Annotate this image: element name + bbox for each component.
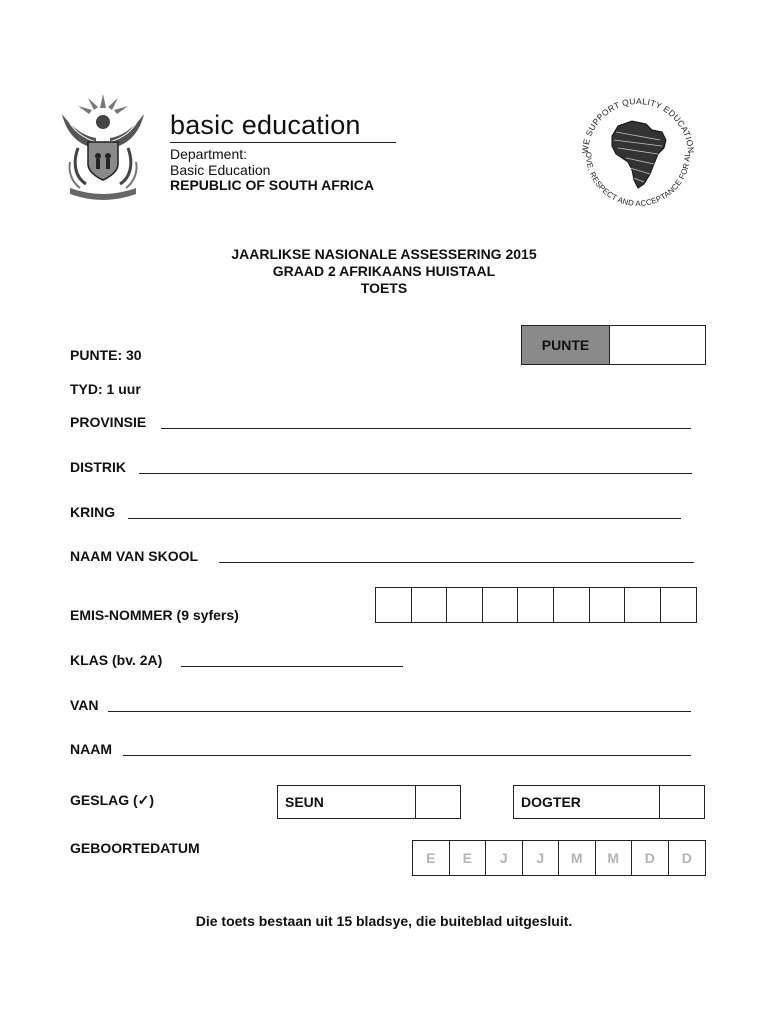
emis-digit-box[interactable] bbox=[518, 588, 554, 622]
dob-box-month[interactable]: M bbox=[596, 841, 633, 875]
distrik-input-line[interactable] bbox=[139, 473, 692, 474]
brand-rule bbox=[170, 142, 396, 143]
score-box-entry[interactable] bbox=[610, 326, 705, 364]
klas-input-line[interactable] bbox=[181, 666, 403, 667]
coat-of-arms-icon bbox=[56, 92, 150, 202]
naam-label: NAAM bbox=[70, 741, 112, 757]
naam-input-line[interactable] bbox=[123, 755, 691, 756]
footer-note: Die toets bestaan uit 15 bladsye, die buiteblad uitgesluit. bbox=[195, 913, 573, 929]
van-label: VAN bbox=[70, 697, 99, 713]
emis-digit-box[interactable] bbox=[625, 588, 661, 622]
dob-box-year[interactable]: J bbox=[486, 841, 523, 875]
seal-text-top: WE SUPPORT QUALITY EDUCATION bbox=[579, 95, 697, 154]
title-line-2: GRAAD 2 AFRIKAANS HUISTAAL bbox=[272, 263, 496, 279]
naam-van-skool-input-line[interactable] bbox=[219, 562, 694, 563]
emis-digit-box[interactable] bbox=[483, 588, 519, 622]
department-line-1: Department: bbox=[170, 146, 248, 162]
department-block bbox=[170, 147, 374, 194]
dob-box-year[interactable]: E bbox=[450, 841, 487, 875]
score-box-label: PUNTE bbox=[522, 326, 610, 364]
date-of-birth-boxes bbox=[412, 840, 706, 876]
title-line-1: JAARLIKSE NASIONALE ASSESSERING 2015 bbox=[231, 246, 537, 262]
emis-digit-box[interactable] bbox=[447, 588, 483, 622]
time-allowed: TYD: 1 uur bbox=[70, 381, 141, 397]
klas-label: KLAS (bv. 2A) bbox=[70, 652, 163, 668]
gender-option-boy bbox=[277, 785, 461, 819]
emis-digit-box[interactable] bbox=[554, 588, 590, 622]
gender-option-girl bbox=[513, 785, 705, 819]
kring-input-line[interactable] bbox=[128, 518, 681, 519]
dob-box-day[interactable]: D bbox=[681, 850, 692, 866]
dob-box-year[interactable]: E bbox=[413, 841, 450, 875]
naam-van-skool-label: NAAM VAN SKOOL bbox=[70, 548, 199, 564]
gender-boy-checkbox[interactable] bbox=[416, 786, 460, 818]
geboortedatum-label: GEBOORTEDATUM bbox=[70, 840, 200, 856]
provinsie-input-line[interactable] bbox=[161, 428, 691, 429]
provinsie-label: PROVINSIE bbox=[70, 414, 147, 430]
emis-label: EMIS-NOMMER (9 syfers) bbox=[70, 607, 239, 623]
gender-girl-checkbox[interactable] bbox=[660, 786, 704, 818]
dob-box-month[interactable]: M bbox=[559, 841, 596, 875]
score-box bbox=[521, 325, 706, 365]
country-name: REPUBLIC OF SOUTH AFRICA bbox=[170, 177, 375, 193]
seal-text-bottom: OVE, RESPECT AND ACCEPTANCE FOR AL bbox=[583, 151, 693, 209]
geslag-label: GESLAG (✓) bbox=[70, 792, 155, 808]
title-line-3: TOETS bbox=[360, 280, 408, 296]
title-block bbox=[0, 246, 768, 297]
emis-digit-box[interactable] bbox=[412, 588, 448, 622]
brand-title: basic education bbox=[170, 110, 361, 140]
kring-label: KRING bbox=[70, 504, 116, 520]
department-line-2: Basic Education bbox=[170, 161, 271, 178]
dob-box-day[interactable]: D bbox=[632, 841, 669, 875]
dob-box-year[interactable]: J bbox=[523, 841, 560, 875]
gender-girl-label: DOGTER bbox=[514, 786, 660, 818]
emis-digit-box[interactable] bbox=[590, 588, 626, 622]
van-input-line[interactable] bbox=[108, 711, 691, 712]
africa-seal-icon bbox=[572, 88, 704, 220]
emis-number-boxes bbox=[375, 587, 697, 623]
emis-digit-box[interactable] bbox=[661, 588, 697, 622]
distrik-label: DISTRIK bbox=[70, 459, 126, 475]
gender-boy-label: SEUN bbox=[278, 786, 416, 818]
total-marks: PUNTE: 30 bbox=[70, 347, 142, 363]
emis-digit-box[interactable] bbox=[376, 588, 412, 622]
